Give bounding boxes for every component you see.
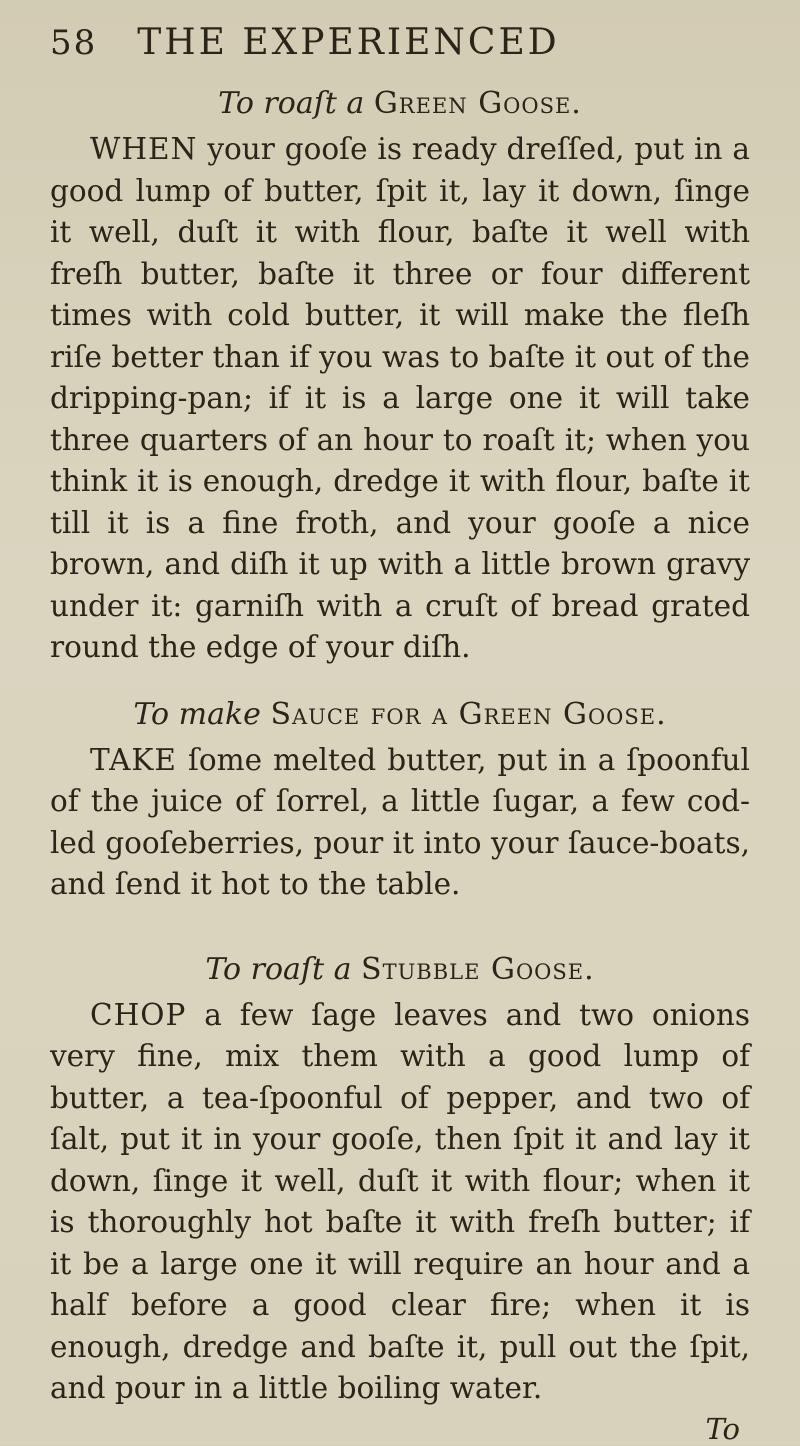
recipe-green-goose [50, 86, 750, 669]
catchword: To [705, 1411, 740, 1446]
running-head [50, 22, 750, 76]
heading-name: Stubble Gooſe. [361, 951, 595, 987]
heading-name: Sauce for a Green Gooſe. [270, 696, 667, 732]
recipe-heading [50, 86, 750, 121]
heading-prefix: To roaſt a [218, 86, 365, 121]
heading-prefix: To make [133, 696, 261, 732]
first-word: TAKE [90, 742, 177, 777]
recipe-heading [50, 952, 750, 987]
recipe-body [50, 995, 750, 1410]
heading-name: Green Gooſe. [373, 86, 582, 121]
page-number: 58 [50, 23, 98, 63]
recipe-stubble-goose [50, 952, 750, 1410]
recipe-heading [50, 697, 750, 732]
recipe-sauce-green-goose [50, 697, 750, 906]
recipe-text: ſome melted butter, put in a ſpoonful of the juice of ſorrel, a little ſugar, a few cod-led gooſeberries, pour it into your ſauce-boats, and ſend it hot to the table. [50, 742, 750, 901]
recipe-body [50, 740, 750, 906]
recipe-text: your gooſe is ready dreſſed, put in a good lump of butter, ſpit it, lay it down, ſinge it well, duſt it with flour, baſte it well with freſh butter, baſte it three or four different times with cold butter, it will make the fleſh riſe better than if you was to baſte it out of the dripping-pan; if it is a large one it will take three quarters of an hour to roaſt it; when you think it is enough, dredge it with flour, baſte it till it is a fine froth, and your gooſe a nice brown, and diſh it up with a little brown gravy under it: garniſh with a cruſt of bread grated round the edge of your diſh. [50, 132, 750, 664]
heading-prefix: To roaſt a [205, 951, 352, 987]
recipe-body [50, 129, 750, 669]
first-word: WHEN [90, 132, 198, 166]
first-word: CHOP [90, 997, 187, 1032]
recipe-text: a few ſage leaves and two onions very fine, mix them with a good lump of butter, a tea-ſpoonful of pepper, and two of ſalt, put it in your gooſe, then ſpit it and lay it down, ſinge it well, duſt it with flour; when it is thoroughly hot baſte it with freſh butter; if it be a large one it will require an hour and a half before a good clear fire; when it is enough, dredge and baſte it, pull out the ſpit, and pour in a little boiling water. [50, 997, 750, 1405]
running-title: THE EXPERIENCED [137, 22, 560, 63]
